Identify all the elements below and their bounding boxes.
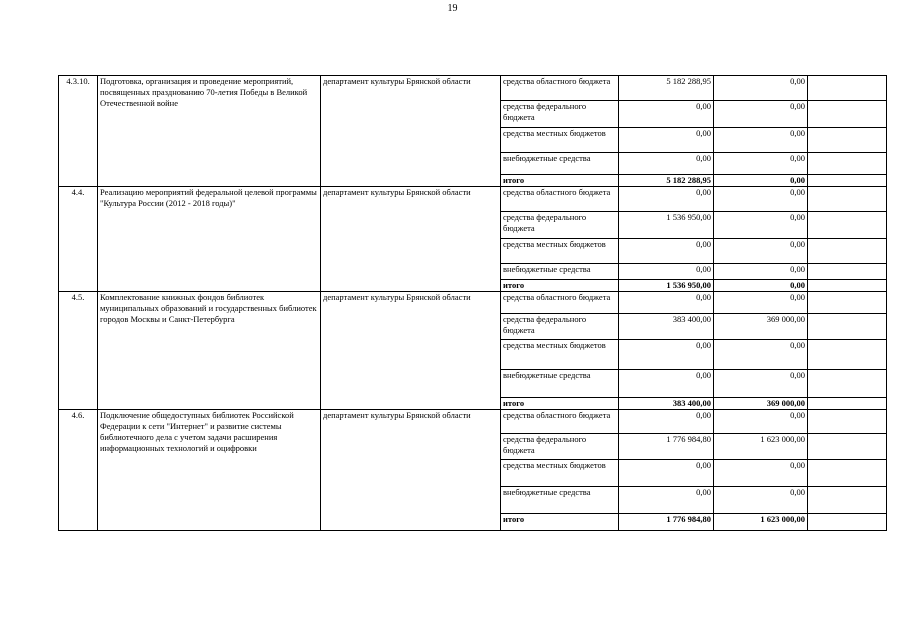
amount-1: 0,00: [619, 264, 714, 280]
item-executor: департамент культуры Брянской области: [321, 76, 501, 187]
table-row: [59, 410, 887, 434]
funding-source: внебюджетные средства: [501, 264, 619, 280]
item-number: 4.4.: [59, 187, 98, 292]
amount-1: 0,00: [619, 370, 714, 398]
empty-cell: [808, 153, 887, 175]
funding-source: средства областного бюджета: [501, 410, 619, 434]
amount-1: 383 400,00: [619, 314, 714, 340]
amount-2: 0,00: [714, 239, 808, 264]
empty-cell: [808, 128, 887, 153]
empty-cell: [808, 410, 887, 434]
item-description: Реализацию мероприятий федеральной целевой программы "Культура России (2012 - 2018 годы)": [98, 187, 321, 292]
amount-2: 0,00: [714, 76, 808, 101]
amount-1: 0,00: [619, 487, 714, 514]
funding-source: средства местных бюджетов: [501, 239, 619, 264]
amount-2: 369 000,00: [714, 314, 808, 340]
empty-cell: [808, 487, 887, 514]
empty-cell: [808, 434, 887, 460]
amount-1: 0,00: [619, 340, 714, 370]
item-description: Подготовка, организация и проведение мероприятий, посвященных празднованию 70-летия Победы в Великой Отечественной войне: [98, 76, 321, 187]
amount-2: 0,00: [714, 370, 808, 398]
item-executor: департамент культуры Брянской области: [321, 410, 501, 531]
amount-1: 383 400,00: [619, 398, 714, 410]
funding-source: средства федерального бюджета: [501, 212, 619, 239]
table-row: [59, 292, 887, 314]
amount-1: 0,00: [619, 153, 714, 175]
page-number: 19: [447, 3, 458, 14]
empty-cell: [808, 175, 887, 187]
amount-1: 1 536 950,00: [619, 280, 714, 292]
amount-2: 1 623 000,00: [714, 434, 808, 460]
funding-source: итого: [501, 175, 619, 187]
amount-2: 0,00: [714, 153, 808, 175]
amount-1: 1 776 984,80: [619, 434, 714, 460]
budget-table: [58, 75, 887, 531]
amount-1: 0,00: [619, 239, 714, 264]
item-executor: департамент культуры Брянской области: [321, 292, 501, 410]
empty-cell: [808, 514, 887, 531]
item-description: Подключение общедоступных библиотек Российской Федерации к сети "Интернет" и развитие системы библиотечного дела с учетом задачи расширения информационных технологий и оцифровки: [98, 410, 321, 531]
funding-source: средства областного бюджета: [501, 292, 619, 314]
empty-cell: [808, 460, 887, 487]
empty-cell: [808, 292, 887, 314]
funding-source: средства областного бюджета: [501, 187, 619, 212]
funding-source: внебюджетные средства: [501, 370, 619, 398]
amount-1: 0,00: [619, 410, 714, 434]
funding-source: средства федерального бюджета: [501, 314, 619, 340]
funding-source: средства федерального бюджета: [501, 101, 619, 128]
item-number: 4.3.10.: [59, 76, 98, 187]
amount-2: 1 623 000,00: [714, 514, 808, 531]
amount-2: 0,00: [714, 487, 808, 514]
amount-1: 0,00: [619, 460, 714, 487]
amount-1: 1 776 984,80: [619, 514, 714, 531]
amount-2: 0,00: [714, 187, 808, 212]
item-description: Комплектование книжных фондов библиотек муниципальных образований и государственных библиотек городов Москвы и Санкт-Петербурга: [98, 292, 321, 410]
amount-2: 0,00: [714, 264, 808, 280]
funding-source: средства местных бюджетов: [501, 128, 619, 153]
amount-2: 369 000,00: [714, 398, 808, 410]
table-row: [59, 187, 887, 212]
empty-cell: [808, 101, 887, 128]
item-number: 4.5.: [59, 292, 98, 410]
amount-1: 0,00: [619, 101, 714, 128]
funding-source: итого: [501, 398, 619, 410]
amount-2: 0,00: [714, 212, 808, 239]
amount-2: 0,00: [714, 292, 808, 314]
funding-source: внебюджетные средства: [501, 487, 619, 514]
empty-cell: [808, 340, 887, 370]
funding-source: итого: [501, 514, 619, 531]
amount-2: 0,00: [714, 175, 808, 187]
empty-cell: [808, 212, 887, 239]
amount-1: 0,00: [619, 187, 714, 212]
empty-cell: [808, 370, 887, 398]
empty-cell: [808, 398, 887, 410]
amount-2: 0,00: [714, 460, 808, 487]
amount-2: 0,00: [714, 280, 808, 292]
item-executor: департамент культуры Брянской области: [321, 187, 501, 292]
empty-cell: [808, 280, 887, 292]
empty-cell: [808, 239, 887, 264]
funding-source: средства федерального бюджета: [501, 434, 619, 460]
amount-2: 0,00: [714, 128, 808, 153]
empty-cell: [808, 264, 887, 280]
amount-1: 0,00: [619, 128, 714, 153]
funding-source: средства областного бюджета: [501, 76, 619, 101]
funding-source: внебюджетные средства: [501, 153, 619, 175]
table-row: [59, 76, 887, 101]
item-number: 4.6.: [59, 410, 98, 531]
empty-cell: [808, 314, 887, 340]
empty-cell: [808, 187, 887, 212]
empty-cell: [808, 76, 887, 101]
amount-2: 0,00: [714, 410, 808, 434]
funding-source: средства местных бюджетов: [501, 340, 619, 370]
amount-1: 0,00: [619, 292, 714, 314]
amount-1: 5 182 288,95: [619, 175, 714, 187]
funding-source: итого: [501, 280, 619, 292]
amount-2: 0,00: [714, 101, 808, 128]
amount-1: 1 536 950,00: [619, 212, 714, 239]
amount-1: 5 182 288,95: [619, 76, 714, 101]
amount-2: 0,00: [714, 340, 808, 370]
funding-source: средства местных бюджетов: [501, 460, 619, 487]
